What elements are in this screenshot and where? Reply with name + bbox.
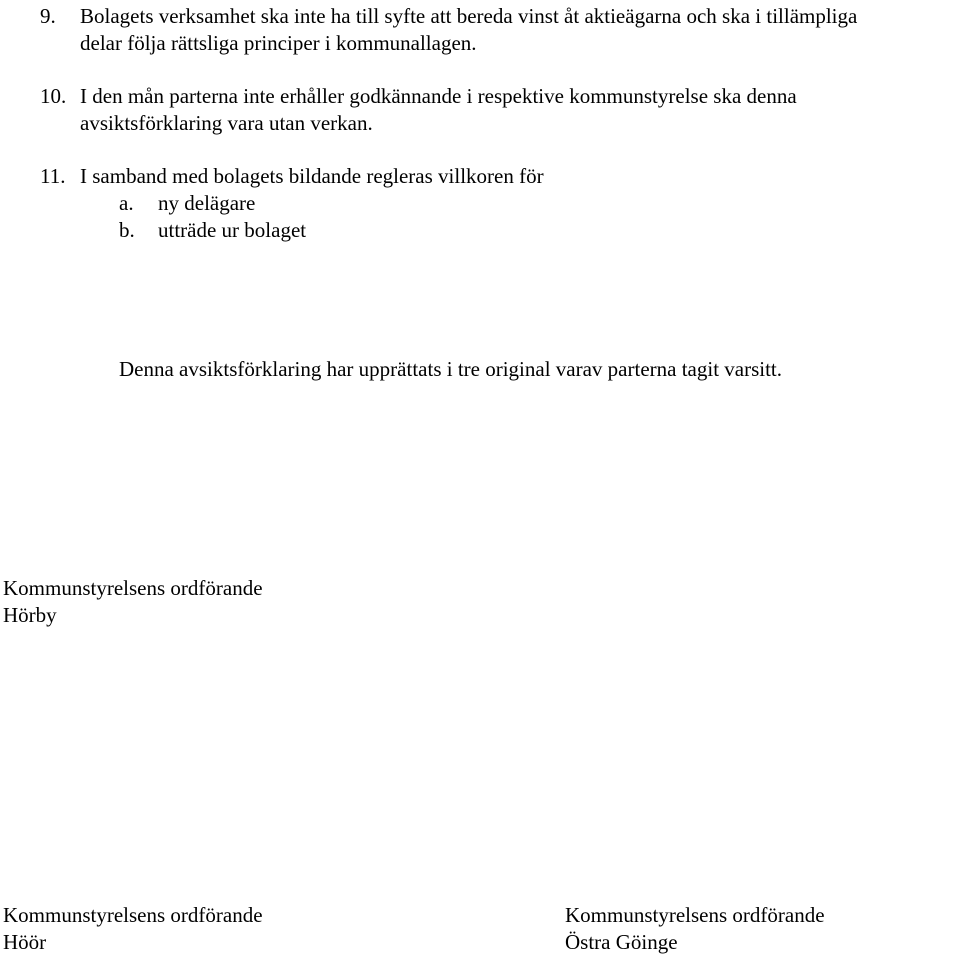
- item-number: 11.: [40, 164, 66, 188]
- item-text-line: delar följa rättsliga principer i kommunallagen.: [80, 31, 477, 55]
- item-text-line: avsiktsförklaring vara utan verkan.: [80, 111, 373, 135]
- item-number: 10.: [40, 84, 67, 108]
- sub-item-text: utträde ur bolaget: [158, 218, 307, 242]
- closing-statement: Denna avsiktsförklaring har upprättats i tre original varav parterna tagit varsitt.: [119, 357, 783, 381]
- signatory-municipality: Östra Göinge: [565, 930, 678, 954]
- item-text-line: Bolagets verksamhet ska inte ha till syfte att bereda vinst åt aktieägarna och ska i tillämpliga: [80, 4, 858, 28]
- item-number: 9.: [40, 4, 56, 28]
- signatory-municipality: Höör: [3, 930, 47, 954]
- sub-item-letter: a.: [119, 191, 134, 215]
- signatory-role: Kommunstyrelsens ordförande: [3, 576, 263, 600]
- signatory-municipality: Hörby: [3, 603, 57, 627]
- item-text-line: I samband med bolagets bildande regleras villkoren för: [80, 164, 544, 188]
- item-text-line: I den mån parterna inte erhåller godkännande i respektive kommunstyrelse ska denna: [80, 84, 797, 108]
- sub-item-text: ny delägare: [158, 191, 256, 215]
- signatory-role: Kommunstyrelsens ordförande: [3, 903, 263, 927]
- sub-item-letter: b.: [119, 218, 135, 242]
- signatory-role: Kommunstyrelsens ordförande: [565, 903, 825, 927]
